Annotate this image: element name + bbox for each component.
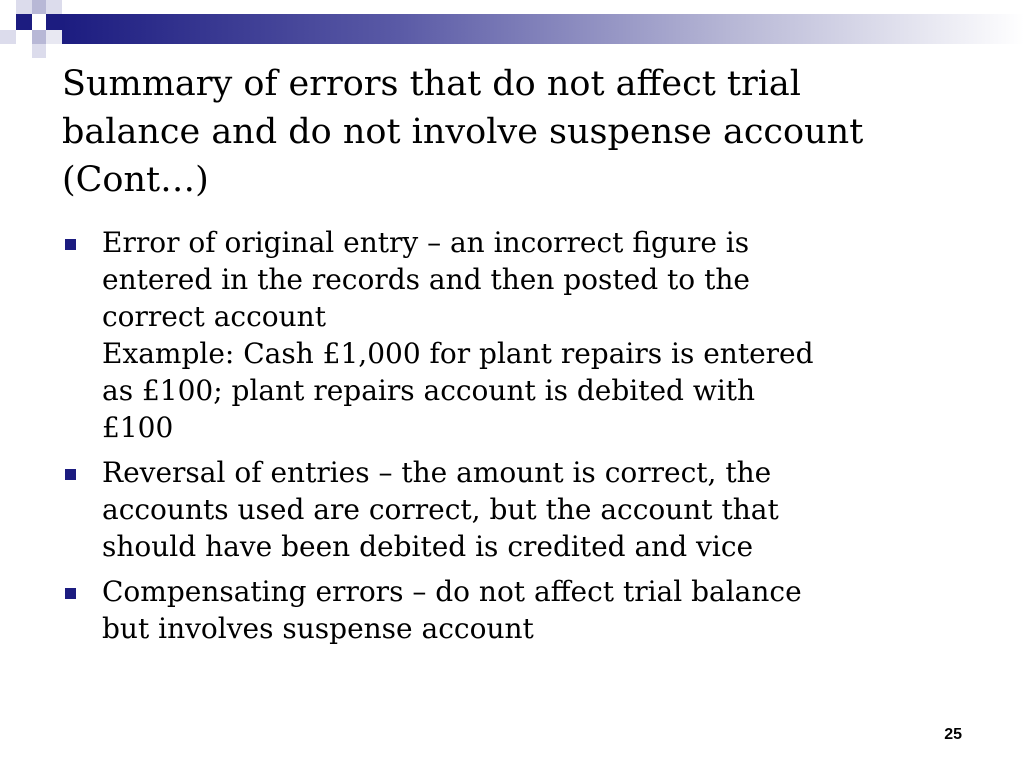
- bullet-text-line: Compensating errors – do not affect trial balance: [102, 575, 802, 608]
- page-number: 25: [944, 726, 962, 743]
- bullet-item-compensating: [62, 573, 962, 647]
- square-bullet-icon: [65, 239, 76, 250]
- slide-title: [62, 60, 982, 204]
- bullet-text-line: but involves suspense account: [102, 612, 534, 645]
- decorative-square: [0, 30, 16, 44]
- bullet-text-line: as £100; plant repairs account is debited with: [102, 374, 756, 407]
- decorative-square: [32, 44, 46, 58]
- bullet-text-line: Error of original entry – an incorrect figure is: [102, 226, 750, 259]
- title-line: (Cont…): [62, 160, 209, 200]
- header-gradient-band: [62, 14, 1024, 44]
- bullet-list: [62, 224, 962, 655]
- decorative-square: [46, 30, 62, 44]
- bullet-text-line: correct account: [102, 300, 326, 333]
- decorative-square: [46, 0, 62, 14]
- decorative-square: [16, 14, 32, 30]
- square-bullet-icon: [65, 469, 76, 480]
- decorative-square: [32, 0, 46, 14]
- decorative-square: [46, 14, 62, 30]
- bullet-text-line: Example: Cash £1,000 for plant repairs is entered: [102, 337, 814, 370]
- title-line: Summary of errors that do not affect trial: [62, 64, 801, 104]
- bullet-text-line: accounts used are correct, but the account that: [102, 493, 779, 526]
- bullet-text-line: entered in the records and then posted to the: [102, 263, 750, 296]
- square-bullet-icon: [65, 588, 76, 599]
- bullet-text-line: Reversal of entries – the amount is correct, the: [102, 456, 772, 489]
- bullet-item-original-entry: [62, 224, 962, 446]
- title-line: balance and do not involve suspense account: [62, 112, 864, 152]
- decorative-square: [16, 0, 32, 14]
- bullet-text-line: should have been debited is credited and vice: [102, 530, 754, 563]
- bullet-item-reversal: [62, 454, 962, 565]
- bullet-text-line: £100: [102, 411, 174, 444]
- decorative-square: [32, 30, 46, 44]
